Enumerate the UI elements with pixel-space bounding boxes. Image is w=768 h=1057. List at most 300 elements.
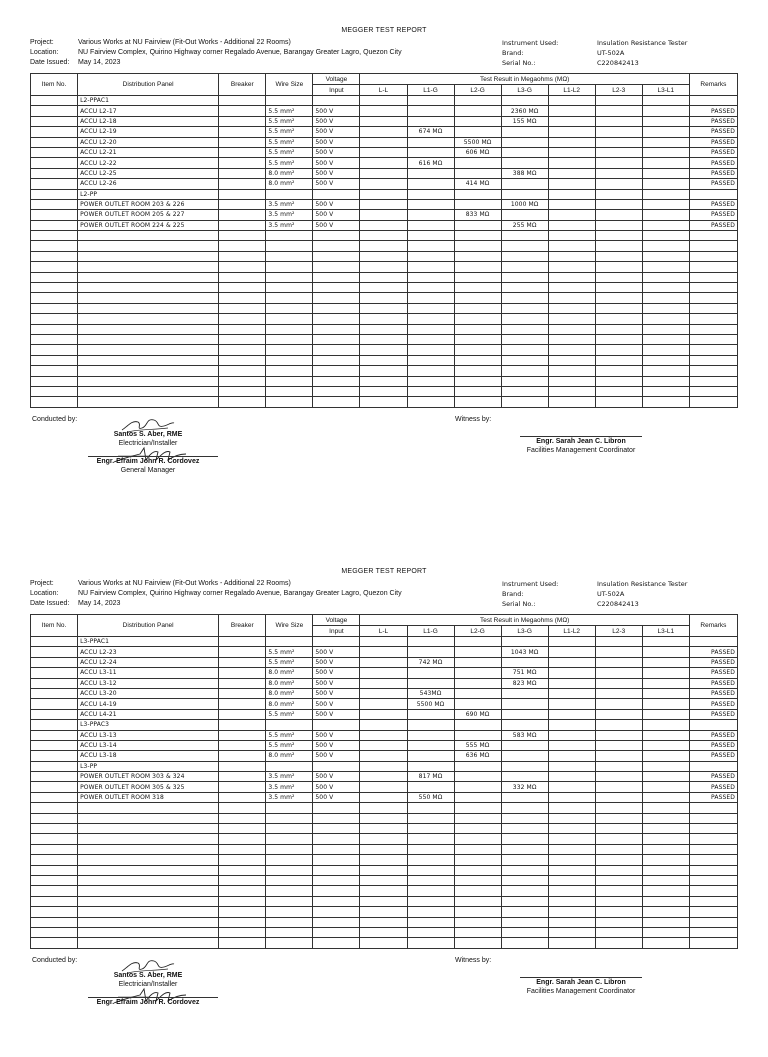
empty-cell	[313, 824, 360, 834]
result-cell	[360, 792, 407, 802]
empty-cell	[642, 824, 689, 834]
empty-cell	[454, 855, 501, 865]
remarks-cell: PASSED	[689, 179, 737, 189]
empty-cell	[642, 314, 689, 324]
instrument-value: Insulation Resistance Tester	[597, 580, 688, 588]
location-value: NU Fairview Complex, Quirino Highway corner Regalado Avenue, Barangay Greater Lagro, Quezon City	[78, 590, 402, 597]
empty-cell	[31, 272, 78, 282]
empty-cell	[501, 251, 548, 261]
item-no-cell	[31, 657, 78, 667]
voltage-cell	[313, 720, 360, 730]
item-no-cell	[31, 179, 78, 189]
empty-cell	[313, 855, 360, 865]
result-cell	[642, 730, 689, 740]
col-sub-l-l: L-L	[360, 626, 407, 637]
voltage-cell: 500 V	[313, 709, 360, 719]
empty-cell	[78, 927, 219, 937]
empty-table-row	[31, 907, 738, 917]
result-cell	[454, 730, 501, 740]
empty-cell	[595, 938, 642, 948]
voltage-cell: 500 V	[313, 772, 360, 782]
result-cell	[501, 699, 548, 709]
col-test-result: Test Result in Megaohms (MΩ)	[360, 74, 689, 85]
item-no-cell	[31, 199, 78, 209]
empty-cell	[219, 314, 266, 324]
result-cell: 388 MΩ	[501, 168, 548, 178]
panel-cell: POWER OUTLET ROOM 205 & 227	[78, 210, 219, 220]
voltage-cell: 500 V	[313, 668, 360, 678]
remarks-cell: PASSED	[689, 158, 737, 168]
empty-cell	[689, 917, 737, 927]
col-sub-l1-l2: L1-L2	[548, 85, 595, 96]
result-cell	[642, 688, 689, 698]
table-row	[31, 189, 738, 199]
conducted-by-label: Conducted by:	[32, 956, 78, 964]
empty-cell	[548, 293, 595, 303]
empty-cell	[689, 262, 737, 272]
empty-cell	[407, 875, 454, 885]
empty-cell	[266, 386, 313, 396]
empty-cell	[360, 886, 407, 896]
result-cell	[454, 106, 501, 116]
empty-cell	[31, 917, 78, 927]
empty-table-row	[31, 886, 738, 896]
table-row	[31, 147, 738, 157]
col-sub-l3-l1: L3-L1	[642, 85, 689, 96]
empty-cell	[689, 865, 737, 875]
empty-cell	[360, 938, 407, 948]
result-cell	[642, 772, 689, 782]
result-cell	[595, 792, 642, 802]
col-distribution-panel: Distribution Panel	[78, 615, 219, 637]
report-header-info	[30, 579, 738, 609]
empty-cell	[689, 283, 737, 293]
empty-cell	[31, 366, 78, 376]
empty-cell	[266, 896, 313, 906]
panel-cell: ACCU L3-13	[78, 730, 219, 740]
result-cell	[595, 720, 642, 730]
result-cell	[454, 792, 501, 802]
empty-cell	[642, 241, 689, 251]
empty-cell	[266, 355, 313, 365]
empty-cell	[313, 262, 360, 272]
result-cell	[548, 137, 595, 147]
panel-cell: POWER OUTLET ROOM 203 & 226	[78, 199, 219, 209]
table-body	[31, 637, 738, 949]
empty-cell	[595, 241, 642, 251]
project-details	[30, 38, 402, 68]
gm-name: Engr. Efraim John R. Cordovez	[96, 457, 200, 465]
serial-value: C220842413	[597, 600, 639, 608]
brand-value: UT-502A	[597, 49, 625, 57]
result-cell	[642, 792, 689, 802]
item-no-cell	[31, 730, 78, 740]
item-no-cell	[31, 761, 78, 771]
empty-table-row	[31, 303, 738, 313]
result-cell	[548, 720, 595, 730]
result-cell: 543MΩ	[407, 688, 454, 698]
empty-table-row	[31, 231, 738, 241]
breaker-cell	[219, 720, 266, 730]
empty-cell	[689, 303, 737, 313]
empty-cell	[689, 834, 737, 844]
item-no-cell	[31, 96, 78, 106]
empty-table-row	[31, 324, 738, 334]
empty-cell	[689, 938, 737, 948]
item-no-cell	[31, 127, 78, 137]
panel-cell: ACCU L3-20	[78, 688, 219, 698]
breaker-cell	[219, 740, 266, 750]
empty-cell	[595, 824, 642, 834]
empty-cell	[689, 386, 737, 396]
empty-cell	[313, 231, 360, 241]
empty-cell	[454, 262, 501, 272]
table-row	[31, 782, 738, 792]
breaker-cell	[219, 657, 266, 667]
breaker-cell	[219, 147, 266, 157]
empty-cell	[313, 896, 360, 906]
panel-cell: ACCU L2-18	[78, 116, 219, 126]
panel-cell: ACCU L2-23	[78, 647, 219, 657]
result-cell	[548, 730, 595, 740]
item-no-cell	[31, 637, 78, 647]
empty-cell	[454, 376, 501, 386]
result-cell	[548, 699, 595, 709]
table-row	[31, 158, 738, 168]
empty-cell	[313, 334, 360, 344]
empty-cell	[454, 907, 501, 917]
empty-cell	[78, 844, 219, 854]
wire-size-cell: 3.5 mm²	[266, 199, 313, 209]
voltage-cell: 500 V	[313, 116, 360, 126]
empty-cell	[31, 334, 78, 344]
col-item-no: Item No.	[31, 615, 78, 637]
result-cell	[407, 116, 454, 126]
result-cell	[360, 210, 407, 220]
empty-cell	[219, 844, 266, 854]
item-no-cell	[31, 772, 78, 782]
result-cell	[454, 637, 501, 647]
empty-cell	[548, 813, 595, 823]
result-cell	[360, 647, 407, 657]
col-test-result: Test Result in Megaohms (MΩ)	[360, 615, 689, 626]
result-cell	[595, 688, 642, 698]
remarks-cell: PASSED	[689, 116, 737, 126]
result-cell	[548, 96, 595, 106]
breaker-cell	[219, 637, 266, 647]
empty-cell	[31, 886, 78, 896]
empty-cell	[642, 366, 689, 376]
result-cell	[548, 220, 595, 230]
empty-cell	[689, 355, 737, 365]
breaker-cell	[219, 168, 266, 178]
item-no-cell	[31, 210, 78, 220]
empty-cell	[501, 241, 548, 251]
empty-cell	[78, 231, 219, 241]
wire-size-cell: 3.5 mm²	[266, 220, 313, 230]
result-cell	[548, 637, 595, 647]
date-label: Date Issued:	[30, 600, 70, 607]
empty-table-row	[31, 251, 738, 261]
table-row	[31, 740, 738, 750]
empty-cell	[266, 231, 313, 241]
empty-cell	[407, 241, 454, 251]
result-cell	[642, 147, 689, 157]
empty-table-row	[31, 366, 738, 376]
empty-cell	[78, 324, 219, 334]
result-cell	[454, 761, 501, 771]
empty-cell	[266, 345, 313, 355]
result-cell	[642, 751, 689, 761]
empty-cell	[31, 241, 78, 251]
gm-signature-block	[78, 457, 218, 475]
result-cell	[407, 147, 454, 157]
empty-cell	[454, 334, 501, 344]
result-cell	[501, 127, 548, 137]
empty-cell	[78, 345, 219, 355]
empty-cell	[454, 314, 501, 324]
result-cell	[642, 220, 689, 230]
empty-cell	[595, 272, 642, 282]
result-cell: 583 MΩ	[501, 730, 548, 740]
empty-cell	[454, 844, 501, 854]
result-cell	[548, 179, 595, 189]
empty-table-row	[31, 241, 738, 251]
empty-cell	[78, 875, 219, 885]
remarks-cell: PASSED	[689, 210, 737, 220]
empty-cell	[266, 262, 313, 272]
empty-cell	[313, 397, 360, 407]
empty-cell	[548, 927, 595, 937]
result-cell	[595, 106, 642, 116]
empty-cell	[642, 886, 689, 896]
result-cell	[548, 709, 595, 719]
result-cell	[595, 220, 642, 230]
empty-cell	[78, 865, 219, 875]
empty-table-row	[31, 355, 738, 365]
empty-cell	[548, 938, 595, 948]
result-cell	[642, 137, 689, 147]
result-cell	[407, 709, 454, 719]
empty-cell	[454, 803, 501, 813]
empty-cell	[642, 844, 689, 854]
remarks-cell: PASSED	[689, 220, 737, 230]
empty-cell	[78, 824, 219, 834]
result-cell	[360, 761, 407, 771]
result-cell	[595, 137, 642, 147]
instrument-details	[502, 38, 687, 68]
installer-name: Santos S. Aber, RME	[113, 430, 183, 438]
serial-value: C220842413	[597, 59, 639, 67]
empty-cell	[360, 803, 407, 813]
result-cell: 636 MΩ	[454, 751, 501, 761]
empty-cell	[501, 896, 548, 906]
empty-cell	[548, 345, 595, 355]
result-cell	[454, 772, 501, 782]
result-cell	[548, 740, 595, 750]
empty-cell	[595, 397, 642, 407]
result-cell	[407, 637, 454, 647]
wire-size-cell: 5.5 mm²	[266, 709, 313, 719]
empty-cell	[219, 855, 266, 865]
wire-size-cell: 3.5 mm²	[266, 792, 313, 802]
empty-cell	[689, 376, 737, 386]
empty-cell	[266, 886, 313, 896]
remarks-cell: PASSED	[689, 730, 737, 740]
empty-cell	[313, 865, 360, 875]
empty-cell	[360, 324, 407, 334]
empty-cell	[31, 397, 78, 407]
breaker-cell	[219, 116, 266, 126]
instrument-details	[502, 579, 687, 609]
empty-cell	[266, 844, 313, 854]
result-cell	[454, 189, 501, 199]
panel-cell: POWER OUTLET ROOM 303 & 324	[78, 772, 219, 782]
date-label: Date Issued:	[30, 59, 70, 66]
empty-cell	[266, 397, 313, 407]
result-cell: 823 MΩ	[501, 678, 548, 688]
witness-by-label: Witness by:	[455, 415, 492, 423]
result-cell	[642, 127, 689, 137]
result-cell	[407, 189, 454, 199]
empty-cell	[642, 917, 689, 927]
remarks-cell: PASSED	[689, 127, 737, 137]
empty-cell	[78, 251, 219, 261]
empty-cell	[78, 803, 219, 813]
empty-cell	[407, 855, 454, 865]
empty-cell	[689, 272, 737, 282]
gm-name: Engr. Efraim John R. Cordovez	[96, 998, 200, 1006]
empty-cell	[501, 272, 548, 282]
result-cell	[595, 657, 642, 667]
witness-role: Facilities Management Coordinator	[526, 987, 636, 995]
result-cell	[360, 137, 407, 147]
empty-cell	[31, 824, 78, 834]
result-cell	[642, 709, 689, 719]
signatures	[30, 957, 738, 1057]
empty-cell	[31, 355, 78, 365]
result-cell	[642, 678, 689, 688]
empty-cell	[313, 355, 360, 365]
witness-name: Engr. Sarah Jean C. Libron	[536, 437, 626, 445]
remarks-cell: PASSED	[689, 751, 737, 761]
empty-cell	[313, 927, 360, 937]
empty-cell	[595, 355, 642, 365]
voltage-cell	[313, 189, 360, 199]
result-cell	[360, 688, 407, 698]
result-cell	[501, 792, 548, 802]
empty-cell	[548, 251, 595, 261]
empty-cell	[454, 303, 501, 313]
breaker-cell	[219, 699, 266, 709]
result-cell	[595, 668, 642, 678]
empty-cell	[595, 834, 642, 844]
empty-cell	[219, 251, 266, 261]
remarks-cell	[689, 189, 737, 199]
empty-cell	[454, 875, 501, 885]
empty-cell	[360, 314, 407, 324]
empty-cell	[360, 824, 407, 834]
item-no-cell	[31, 106, 78, 116]
empty-cell	[219, 896, 266, 906]
result-cell	[595, 699, 642, 709]
remarks-cell: PASSED	[689, 668, 737, 678]
wire-size-cell	[266, 189, 313, 199]
empty-cell	[31, 927, 78, 937]
wire-size-cell	[266, 720, 313, 730]
remarks-cell: PASSED	[689, 782, 737, 792]
empty-cell	[360, 345, 407, 355]
breaker-cell	[219, 106, 266, 116]
empty-table-row	[31, 345, 738, 355]
empty-table-row	[31, 293, 738, 303]
result-cell: 414 MΩ	[454, 179, 501, 189]
empty-cell	[407, 803, 454, 813]
breaker-cell	[219, 199, 266, 209]
empty-cell	[548, 397, 595, 407]
megger-report-2	[30, 568, 738, 1057]
result-cell	[548, 688, 595, 698]
empty-cell	[407, 834, 454, 844]
empty-cell	[219, 886, 266, 896]
empty-cell	[407, 345, 454, 355]
empty-cell	[407, 231, 454, 241]
empty-cell	[31, 293, 78, 303]
item-no-cell	[31, 709, 78, 719]
empty-cell	[642, 865, 689, 875]
serial-label: Serial No.:	[502, 600, 536, 608]
remarks-cell: PASSED	[689, 657, 737, 667]
item-no-cell	[31, 220, 78, 230]
result-cell	[501, 179, 548, 189]
result-cell	[642, 782, 689, 792]
empty-cell	[219, 824, 266, 834]
installer-name: Santos S. Aber, RME	[113, 971, 183, 979]
result-cell	[501, 709, 548, 719]
project-value: Various Works at NU Fairview (Fit-Out Works - Additional 22 Rooms)	[78, 580, 291, 587]
col-sub-l3-g: L3-G	[501, 626, 548, 637]
result-cell	[595, 210, 642, 220]
remarks-cell: PASSED	[689, 137, 737, 147]
table-row	[31, 137, 738, 147]
result-cell	[454, 127, 501, 137]
empty-cell	[548, 272, 595, 282]
result-cell	[595, 96, 642, 106]
empty-cell	[501, 314, 548, 324]
empty-cell	[219, 875, 266, 885]
empty-cell	[454, 272, 501, 282]
voltage-cell: 500 V	[313, 158, 360, 168]
empty-cell	[360, 855, 407, 865]
result-cell	[360, 96, 407, 106]
voltage-cell: 500 V	[313, 220, 360, 230]
empty-cell	[31, 803, 78, 813]
empty-cell	[407, 865, 454, 875]
empty-cell	[407, 397, 454, 407]
voltage-cell: 500 V	[313, 657, 360, 667]
result-cell	[360, 751, 407, 761]
table-row	[31, 688, 738, 698]
empty-cell	[642, 397, 689, 407]
result-cell	[595, 709, 642, 719]
item-no-cell	[31, 158, 78, 168]
empty-cell	[548, 844, 595, 854]
empty-cell	[219, 813, 266, 823]
col-remarks: Remarks	[689, 615, 737, 637]
empty-cell	[548, 875, 595, 885]
result-cell: 751 MΩ	[501, 668, 548, 678]
witness-signature-block	[496, 437, 666, 455]
